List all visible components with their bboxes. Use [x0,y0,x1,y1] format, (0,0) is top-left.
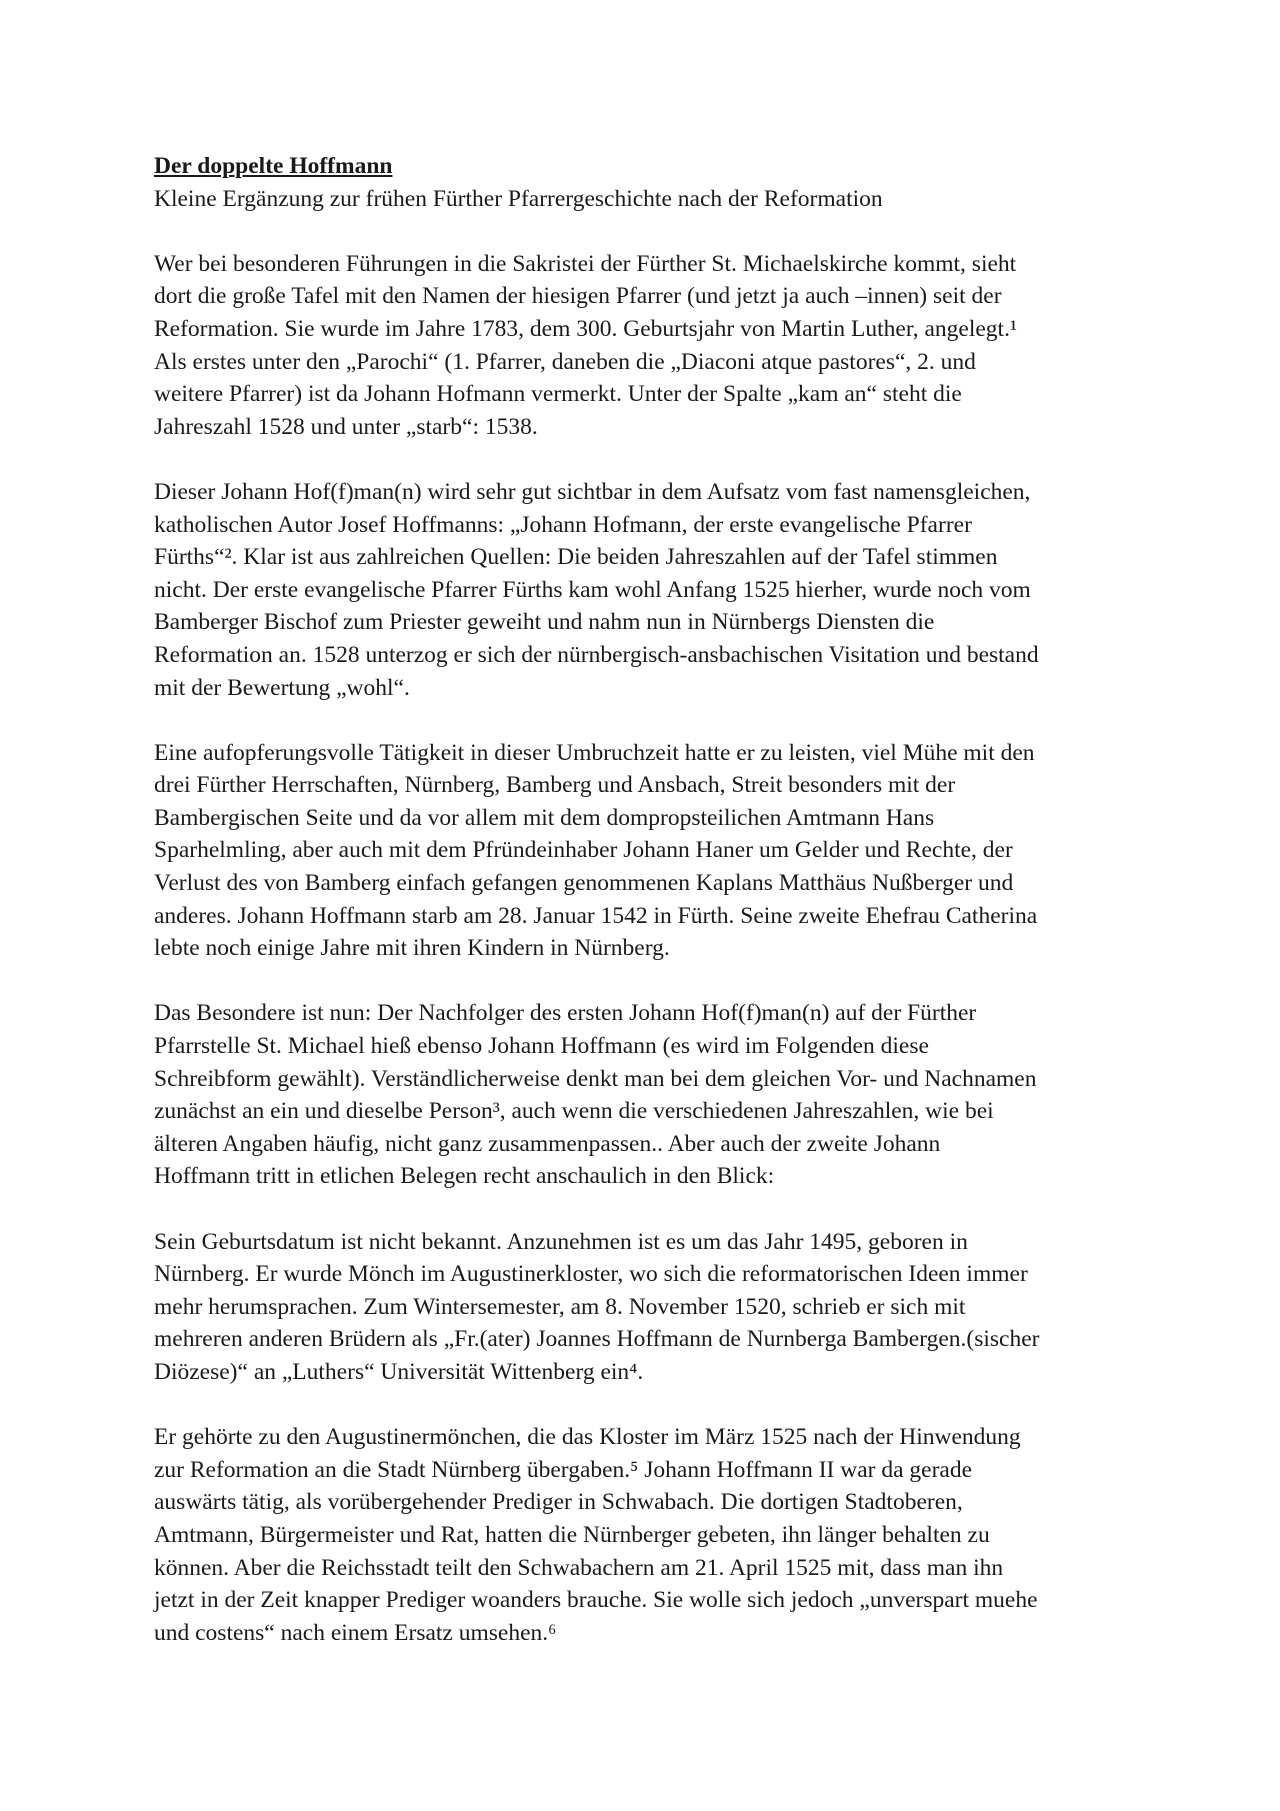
paragraph-2 [154,476,1144,704]
text-line: Reformation an. 1528 unterzog er sich der nürnbergisch-ansbachischen Visitation und bestand [154,641,1039,668]
text-line: Reformation. Sie wurde im Jahre 1783, dem 300. Geburtsjahr von Martin Luther, angelegt.¹ [154,315,1017,342]
paragraph-5 [154,1226,1144,1389]
text-line: drei Fürther Herrschaften, Nürnberg, Bamberg und Ansbach, Streit besonders mit der [154,772,956,799]
text-line: Wer bei besonderen Führungen in die Sakristei der Fürther St. Michaelskirche kommt, sieht [154,250,1017,277]
text-line: können. Aber die Reichsstadt teilt den Schwabachern am 21. April 1525 mit, dass man ihn [154,1554,1004,1581]
text-line: zur Reformation an die Stadt Nürnberg übergaben.⁵ Johann Hoffmann II war da gerade [154,1456,973,1483]
text-line: und costens“ nach einem Ersatz umsehen.⁶ [154,1619,557,1646]
paragraph-6 [154,1421,1144,1649]
text-line: zunächst an ein und dieselbe Person³, auch wenn die verschiedenen Jahreszahlen, wie bei [154,1098,994,1125]
text-line: Schreibform gewählt). Verständlicherweise denkt man bei dem gleichen Vor- und Nachnamen [154,1065,1037,1092]
text-line: mehr herumsprachen. Zum Wintersemester, am 8. November 1520, schrieb er sich mit [154,1293,966,1320]
text-line: dort die große Tafel mit den Namen der hiesigen Pfarrer (und jetzt ja auch –innen) seit der [154,283,1002,310]
text-line: katholischen Autor Josef Hoffmanns: „Johann Hofmann, der erste evangelische Pfarrer [154,511,972,538]
text-line: älteren Angaben häufig, nicht ganz zusammenpassen.. Aber auch der zweite Johann [154,1130,941,1157]
paragraph-container [154,248,1144,1650]
text-line: Das Besondere ist nun: Der Nachfolger des ersten Johann Hof(f)man(n) auf der Fürther [154,1000,977,1027]
text-line: mehreren anderen Brüdern als „Fr.(ater) Joannes Hoffmann de Nurnberga Bambergen.(sischer [154,1326,1040,1353]
text-line: Sparhelmling, aber auch mit dem Pfründeinhaber Johann Haner um Gelder und Rechte, der [154,837,1013,864]
text-line: Pfarrstelle St. Michael hieß ebenso Johann Hoffmann (es wird im Folgenden diese [154,1033,929,1060]
text-line: weitere Pfarrer) ist da Johann Hofmann vermerkt. Unter der Spalte „kam an“ steht die [154,381,962,408]
text-line: anderes. Johann Hoffmann starb am 28. Januar 1542 in Fürth. Seine zweite Ehefrau Catherina [154,902,1038,929]
text-line: Als erstes unter den „Parochi“ (1. Pfarrer, daneben die „Diaconi atque pastores“, 2. und [154,348,976,375]
text-line: mit der Bewertung „wohl“. [154,674,410,701]
paragraph-3 [154,737,1144,965]
text-line: Sein Geburtsdatum ist nicht bekannt. Anzunehmen ist es um das Jahr 1495, geboren in [154,1228,968,1255]
text-line: Jahreszahl 1528 und unter „starb“: 1538. [154,413,538,440]
document-title: Der doppelte Hoffmann [154,153,393,179]
text-line: Nürnberg. Er wurde Mönch im Augustinerkloster, wo sich die reformatorischen Ideen immer [154,1261,1028,1288]
text-line: auswärts tätig, als vorübergehender Prediger in Schwabach. Die dortigen Stadtoberen, [154,1489,963,1516]
text-line: Dieser Johann Hof(f)man(n) wird sehr gut sichtbar in dem Aufsatz vom fast namensgleichen, [154,478,1031,505]
paragraph-4 [154,997,1144,1193]
text-line: Diözese)“ an „Luthers“ Universität Wittenberg ein⁴. [154,1358,644,1385]
text-line: Bamberger Bischof zum Priester geweiht und nahm nun in Nürnbergs Diensten die [154,609,935,636]
text-line: Fürths“². Klar ist aus zahlreichen Quellen: Die beiden Jahreszahlen auf der Tafel stimmen [154,544,998,571]
paragraph-1 [154,248,1144,444]
text-line: Eine aufopferungsvolle Tätigkeit in dieser Umbruchzeit hatte er zu leisten, viel Mühe mit den [154,739,1035,766]
text-line: Hoffmann tritt in etlichen Belegen recht anschaulich in den Blick: [154,1163,775,1190]
text-line: lebte noch einige Jahre mit ihren Kindern in Nürnberg. [154,935,670,962]
document-body [154,150,1144,1682]
document-subtitle: Kleine Ergänzung zur frühen Fürther Pfarrergeschichte nach der Reformation [154,185,883,212]
text-line: nicht. Der erste evangelische Pfarrer Fürths kam wohl Anfang 1525 hierher, wurde noch vom [154,576,1031,603]
text-line: Verlust des von Bamberg einfach gefangen genommenen Kaplans Matthäus Nußberger und [154,870,1014,897]
text-line: Bambergischen Seite und da vor allem mit dem dompropsteilichen Amtmann Hans [154,804,935,831]
text-line: Er gehörte zu den Augustinermönchen, die das Kloster im März 1525 nach der Hinwendung [154,1424,1021,1451]
text-line: jetzt in der Zeit knapper Prediger woanders brauche. Sie wolle sich jedoch „unverspart muehe [154,1587,1038,1614]
text-line: Amtmann, Bürgermeister und Rat, hatten die Nürnberger gebeten, ihn länger behalten zu [154,1521,990,1548]
